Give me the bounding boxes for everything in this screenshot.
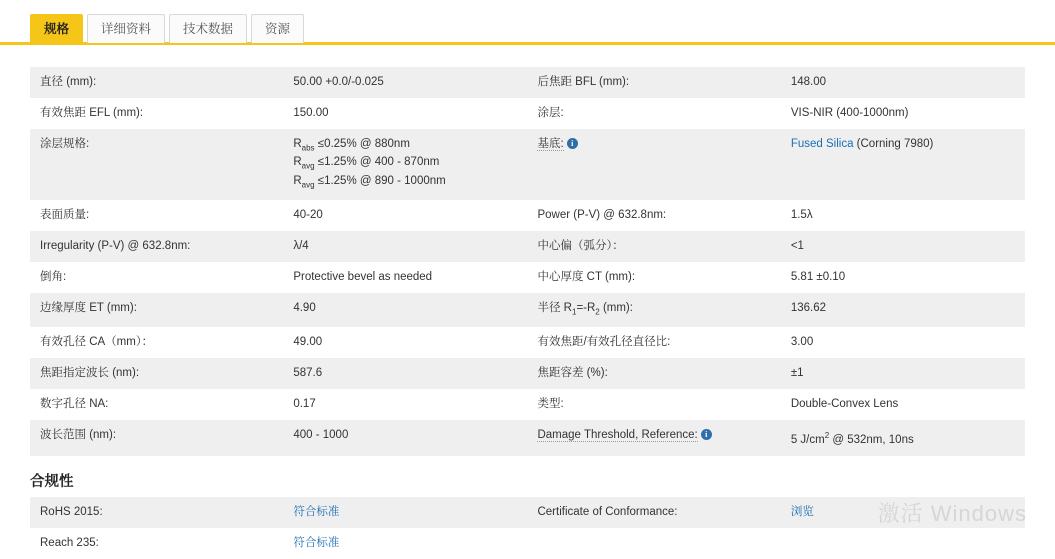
specifications-section — [0, 45, 1055, 456]
reach-compliance-link[interactable]: 符合标准 — [293, 537, 340, 550]
spec-label: Power (P-V) @ 632.8nm: — [527, 200, 780, 231]
info-icon[interactable]: i — [701, 429, 712, 440]
spec-label: 波长范围 (nm): — [30, 420, 283, 456]
windows-activation-watermark: 激活 Windows — [877, 501, 1027, 526]
table-row — [30, 98, 1025, 129]
spec-label: 中心厚度 CT (mm): — [527, 262, 780, 293]
table-row — [30, 293, 1025, 327]
spec-value: 587.6 — [283, 358, 527, 389]
spec-value: ±1 — [781, 358, 1025, 389]
spec-value: 49.00 — [283, 327, 527, 358]
table-row — [30, 420, 1025, 456]
compliance-label: Reach 235: — [30, 528, 283, 559]
spec-label: 半径 $R_1=-R_2$ (mm): — [527, 293, 780, 327]
coating-spec-value: $R_{abs} \le 0.25\%$ @ 880nm $R_{avg} \le 1.25\%$ @ 400 - 870nm $R_{avg} \le 1.25\%$ @ 890 - 1000nm — [283, 129, 527, 200]
spec-label: 中心偏（弧分）： — [527, 231, 780, 262]
table-row — [30, 200, 1025, 231]
spec-label: 后焦距 BFL (mm): — [527, 67, 780, 98]
spec-label: 类型: — [527, 389, 780, 420]
compliance-label: RoHS 2015: — [30, 497, 283, 528]
tab-specifications[interactable]: 规格 — [30, 14, 83, 43]
spec-value: 148.00 — [781, 67, 1025, 98]
spec-label: 数字孔径 NA: — [30, 389, 283, 420]
spec-label: 直径 (mm): — [30, 67, 283, 98]
table-row — [30, 262, 1025, 293]
spec-label: 倒角: — [30, 262, 283, 293]
spec-value: 0.17 — [283, 389, 527, 420]
substrate-rest: (Corning 7980) — [853, 138, 934, 150]
table-row — [30, 389, 1025, 420]
table-row — [30, 358, 1025, 389]
rohs-compliance-link[interactable]: 符合标准 — [293, 506, 340, 519]
spec-value: Protective bevel as needed — [283, 262, 527, 293]
tab-technical-data[interactable]: 技术数据 — [169, 14, 247, 43]
tab-bar — [0, 0, 1055, 45]
spec-label: 涂层: — [527, 98, 780, 129]
certificate-browse-link[interactable]: 浏览 — [790, 506, 814, 519]
table-row — [30, 497, 1025, 528]
spec-value: λ/4 — [283, 231, 527, 262]
damage-threshold-label: Damage Threshold, Reference: — [537, 429, 698, 442]
spec-label: 边缘厚度 ET (mm): — [30, 293, 283, 327]
compliance-label: Certificate of Conformance: — [527, 497, 780, 528]
table-row — [30, 129, 1025, 200]
table-row — [30, 67, 1025, 98]
compliance-value — [283, 528, 527, 559]
spec-label: 有效焦距 EFL (mm): — [30, 98, 283, 129]
spec-value: 150.00 — [283, 98, 527, 129]
spec-label: 涂层规格: — [30, 129, 283, 200]
spec-label: 焦距指定波长 (nm): — [30, 358, 283, 389]
substrate-label: 基底: — [537, 138, 564, 150]
spec-value: 400 - 1000 — [283, 420, 527, 456]
spec-value: 4.90 — [283, 293, 527, 327]
spec-value: Double-Convex Lens — [781, 389, 1025, 420]
tab-resources[interactable]: 资源 — [251, 14, 304, 43]
spec-value: 1.5λ — [781, 200, 1025, 231]
specifications-table — [30, 67, 1025, 456]
table-row — [30, 231, 1025, 262]
table-row — [30, 327, 1025, 358]
info-icon[interactable]: i — [567, 138, 578, 149]
spec-value: 40-20 — [283, 200, 527, 231]
spec-label: 有效焦距/有效孔径直径比: — [527, 327, 780, 358]
spec-value — [781, 129, 1025, 200]
tab-details[interactable]: 详细资料 — [87, 14, 165, 43]
compliance-table — [30, 497, 1025, 559]
spec-value: 5.81 ±0.10 — [781, 262, 1025, 293]
compliance-value — [283, 497, 527, 528]
compliance-value — [781, 528, 1025, 559]
spec-label — [527, 129, 780, 200]
spec-label: 表面质量: — [30, 200, 283, 231]
table-row — [30, 528, 1025, 559]
compliance-title: 合规性 — [30, 474, 74, 491]
spec-value: 136.62 — [781, 293, 1025, 327]
spec-value: 50.00 +0.0/-0.025 — [283, 67, 527, 98]
spec-value: 3.00 — [781, 327, 1025, 358]
substrate-link[interactable]: Fused Silica — [790, 138, 854, 150]
spec-value: <1 — [781, 231, 1025, 262]
spec-value: 5 $J/cm^2$ @ 532nm, 10ns — [781, 420, 1025, 456]
compliance-label — [527, 528, 780, 559]
spec-label: 焦距容差 (%): — [527, 358, 780, 389]
spec-label: Irregularity (P-V) @ 632.8nm: — [30, 231, 283, 262]
spec-label — [527, 420, 780, 456]
spec-value: VIS-NIR (400-1000nm) — [781, 98, 1025, 129]
spec-label: 有效孔径 CA（mm）： — [30, 327, 283, 358]
